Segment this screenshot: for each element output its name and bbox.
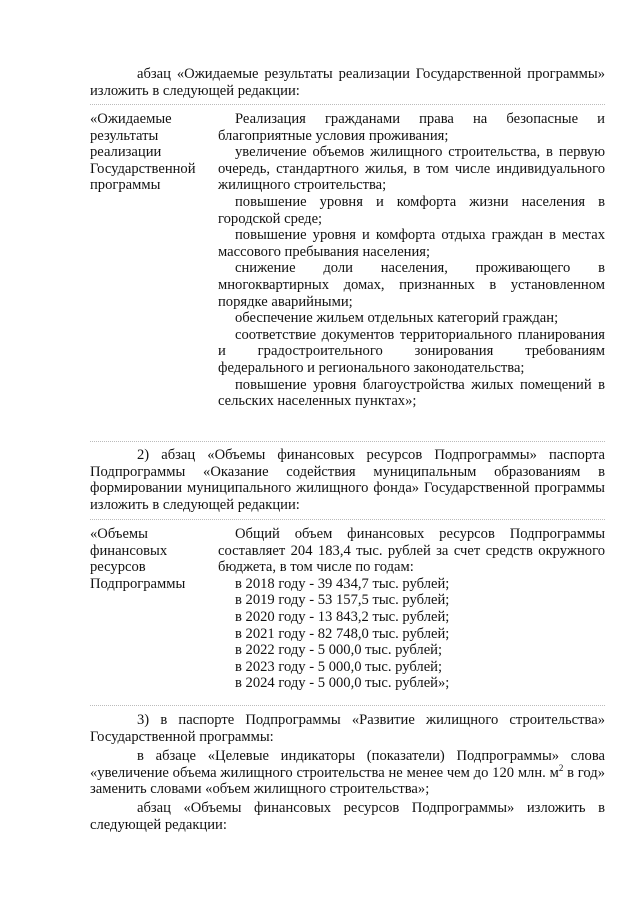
table1-bottom-rule	[90, 441, 605, 442]
label-line: Подпрограммы	[90, 575, 186, 592]
year-amount: в 2023 году - 5 000,0 тыс. рублей;	[235, 658, 443, 675]
financial-resources-content	[218, 526, 605, 692]
label-line: «Ожидаемые	[90, 111, 172, 127]
year-amount: в 2022 году - 5 000,0 тыс. рублей;	[235, 642, 443, 659]
result-item: снижение доли населения, проживающего в многоквартирных домах, признанных в установленном порядке аварийными;	[218, 260, 605, 310]
intro-paragraph: абзац «Ожидаемые результаты реализации Государственной программы» изложить в следующей редакции:	[90, 66, 605, 99]
section-2-paragraph: 2) абзац «Объемы финансовых ресурсов Подпрограммы» паспорта Подпрограммы «Оказание содействия муниципальным образованиям в формировании муниципального жилищного фонда» Государственной программы изложить в следующей редакции:	[90, 447, 605, 513]
targets-paragraph	[90, 748, 605, 798]
result-item: Реализация гражданами права на безопасные и благоприятные условия проживания;	[218, 111, 605, 144]
volumes-paragraph: абзац «Объемы финансовых ресурсов Подпрограммы» изложить в следующей редакции:	[90, 800, 605, 833]
result-item: обеспечение жильем отдельных категорий граждан;	[235, 310, 559, 327]
expected-results-label	[90, 111, 218, 410]
targets-text-a: в абзаце «Целевые индикаторы (показатели) Подпрограммы» слова «увеличение объема жилищного строительства не менее чем до 120 млн. м	[90, 748, 605, 781]
year-amount: в 2020 году - 13 843,2 тыс. рублей;	[235, 608, 450, 625]
total-volume: Общий объем финансовых ресурсов Подпрограммы составляет 204 183,4 тыс. рублей за счет средств окружного бюджета, в том числе по годам:	[218, 526, 605, 576]
result-item: повышение уровня и комфорта жизни населения в городской среде;	[218, 193, 605, 227]
year-amount: в 2021 году - 82 748,0 тыс. рублей;	[235, 625, 450, 642]
label-line: реализации	[90, 144, 162, 161]
financial-resources-label	[90, 526, 218, 692]
expected-results-table	[90, 111, 605, 410]
label-line: результаты	[90, 127, 159, 144]
table2-top-rule	[90, 519, 605, 520]
label-line: «Объемы	[90, 526, 148, 542]
year-amount: в 2018 году - 39 434,7 тыс. рублей;	[235, 575, 450, 592]
expected-results-content	[218, 111, 605, 410]
label-line: Государственной	[90, 160, 196, 177]
result-item: повышение уровня благоустройства жилых помещений в сельских населенных пунктах»;	[218, 376, 605, 410]
financial-resources-table	[90, 526, 605, 692]
year-amount: в 2024 году - 5 000,0 тыс. рублей»;	[235, 675, 450, 692]
result-item: увеличение объемов жилищного строительства, в первую очередь, стандартного жилья, в том числе индивидуального жилищного строительства;	[218, 144, 605, 194]
label-line: финансовых	[90, 542, 168, 559]
table2-bottom-rule	[90, 705, 605, 706]
targets-text-b: в год» заменить словами «объем жилищного строительства»;	[90, 764, 605, 798]
year-amount: в 2019 году - 53 157,5 тыс. рублей;	[235, 592, 450, 609]
table1-top-rule	[90, 104, 605, 105]
result-item: повышение уровня и комфорта отдыха граждан в местах массового пребывания населения;	[218, 227, 605, 260]
label-line: программы	[90, 177, 161, 194]
label-line: ресурсов	[90, 559, 146, 576]
section-3-paragraph: 3) в паспорте Подпрограммы «Развитие жилищного строительства» Государственной программы:	[90, 712, 605, 745]
targets-superscript: 2	[558, 762, 564, 773]
result-item: соответствие документов территориального планирования и градостроительного зонирования требованиям федерального и регионального законодательства;	[218, 326, 605, 376]
